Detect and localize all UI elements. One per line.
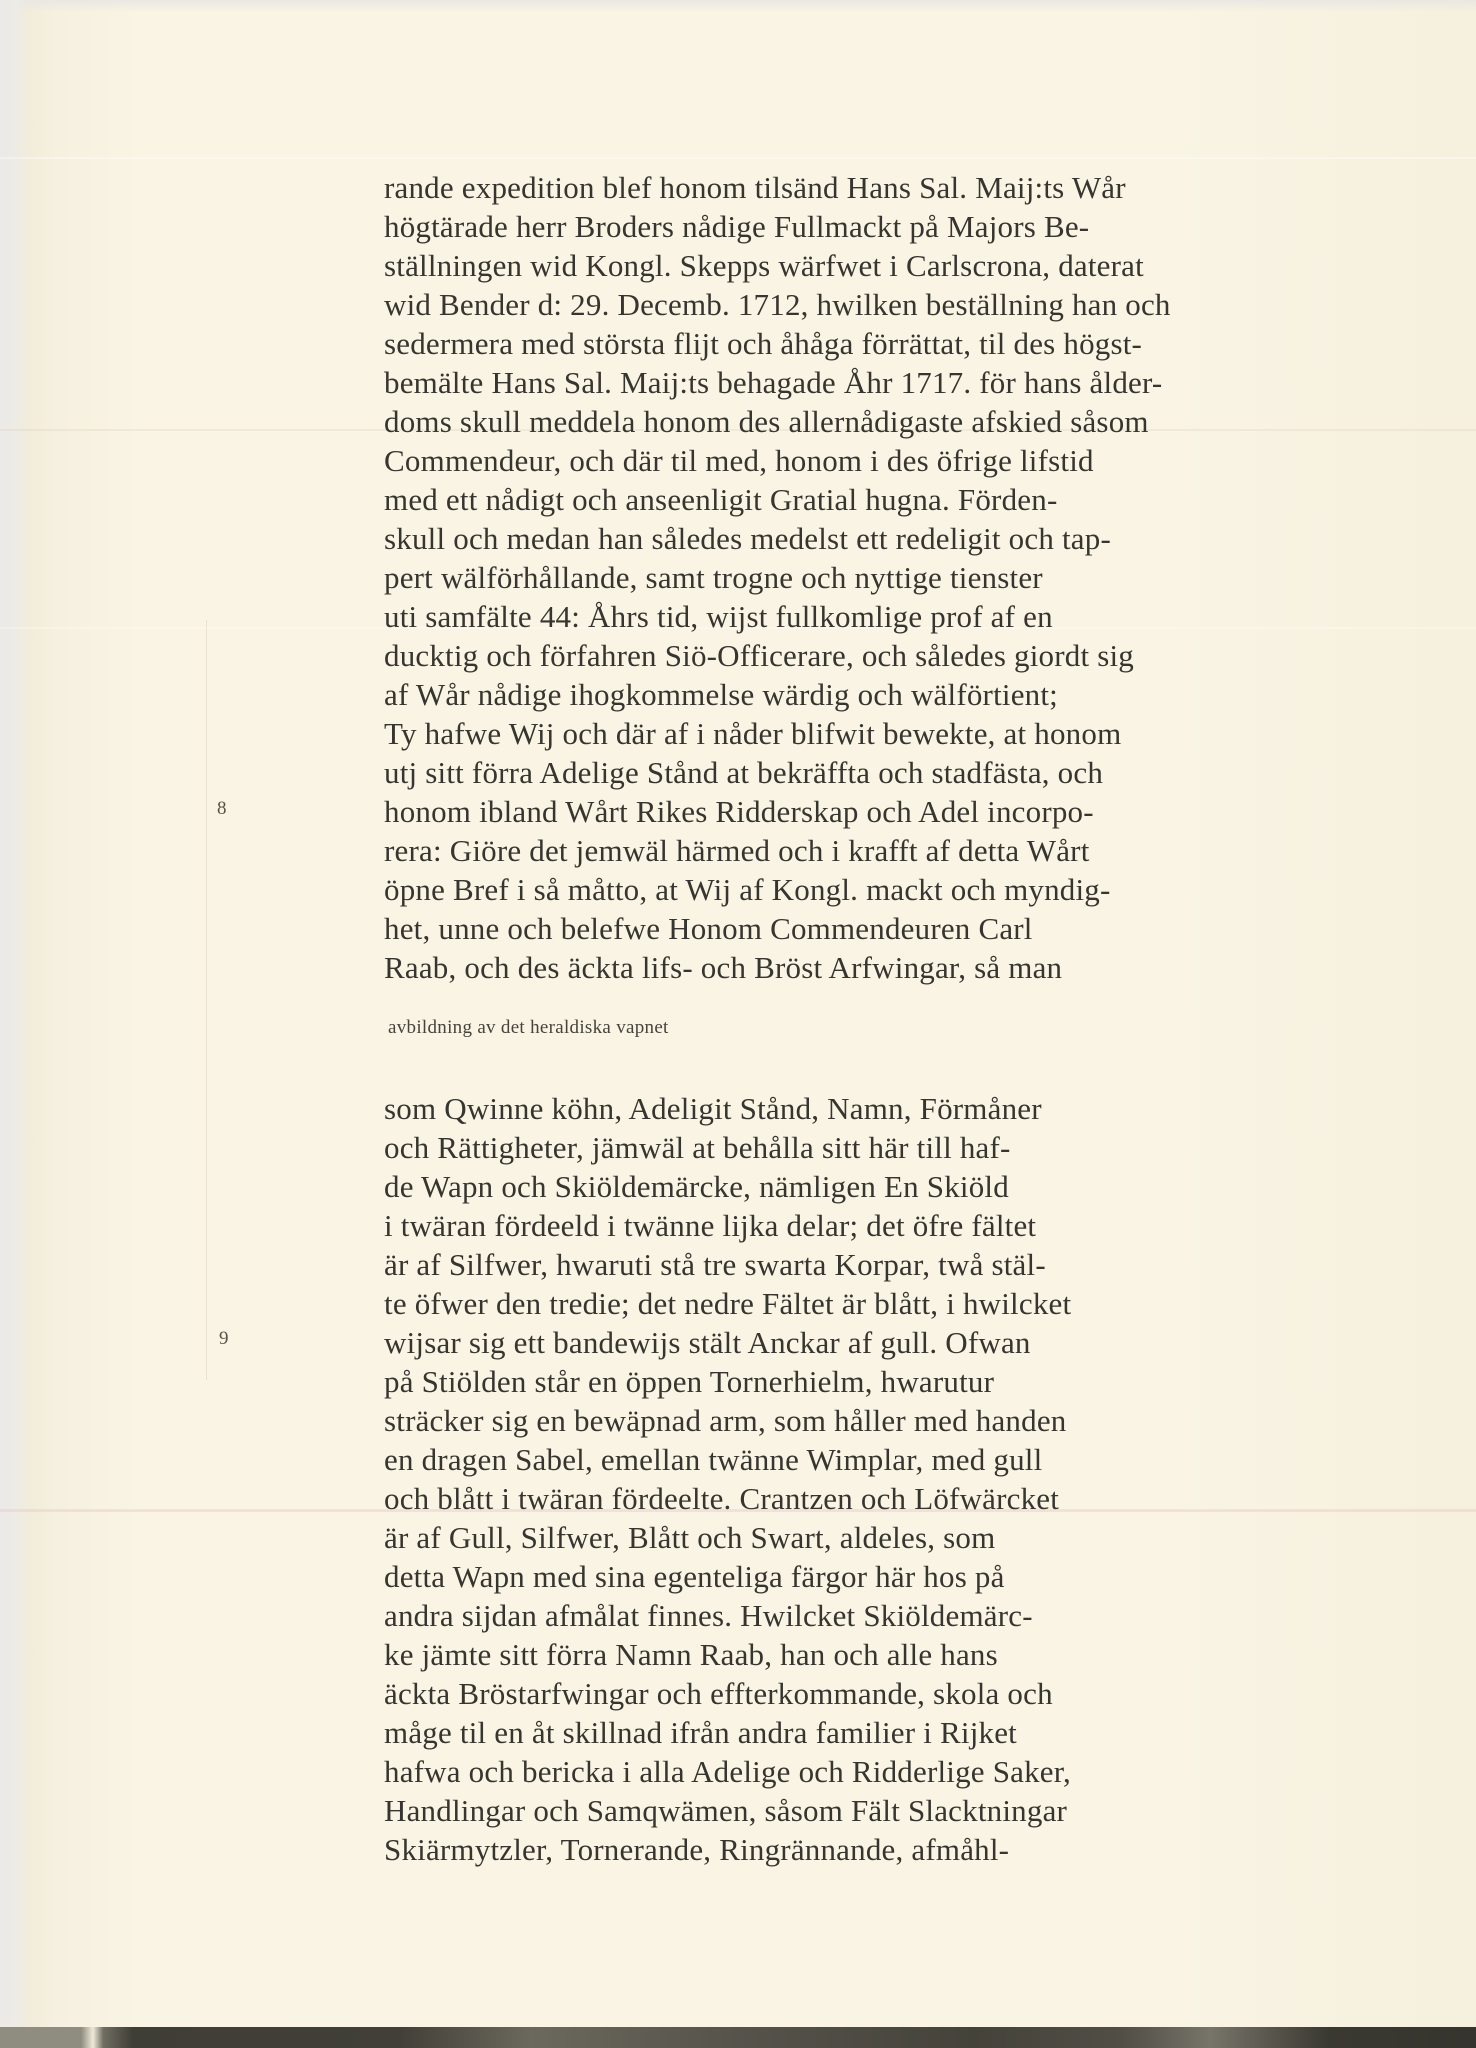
text-line: på Stiölden står en öppen Tornerhielm, hwarutur <box>384 1364 995 1399</box>
text-line: hafwa och bericka i alla Adelige och Ridderlige Saker, <box>384 1754 1071 1789</box>
text-line: och Rättigheter, jämwäl at behålla sitt här till haf- <box>384 1130 1011 1165</box>
text-line: Handlingar och Samqwämen, såsom Fält Slacktningar <box>384 1793 1068 1828</box>
text-line: öpne Bref i så måtto, at Wij af Kongl. mackt och myndig- <box>384 872 1111 907</box>
text-line: detta Wapn med sina egenteliga färgor här hos på <box>384 1559 1005 1594</box>
text-line: ställningen wid Kongl. Skepps wärfwet i Carlscrona, daterat <box>384 248 1144 283</box>
text-line: är af Gull, Silfwer, Blått och Swart, aldeles, som <box>384 1520 996 1555</box>
text-line: doms skull meddela honom des allernådigaste afskied såsom <box>384 404 1149 439</box>
text-line: Ty hafwe Wij och där af i nåder blifwit bewekte, at honom <box>384 716 1122 751</box>
text-line: Commendeur, och där til med, honom i des öfrige lifstid <box>384 443 1094 478</box>
text-line: wid Bender d: 29. Decemb. 1712, hwilken beställning han och <box>384 287 1171 322</box>
text-line: af Wår nådige ihogkommelse wärdig och wälförtient; <box>384 677 1058 712</box>
text-line: måge til en åt skillnad ifrån andra familier i Rijket <box>384 1715 1017 1750</box>
text-line: het, unne och belefwe Honom Commendeuren Carl <box>384 911 1033 946</box>
text-line: pert wälförhållande, samt trogne och nyttige tienster <box>384 560 1043 595</box>
text-line: i twäran fördeeld i twänne lijka delar; det öfre fältet <box>384 1208 1037 1243</box>
text-line: Raab, och des äckta lifs- och Bröst Arfwingar, så man <box>384 950 1063 985</box>
paper-crease <box>206 620 207 1380</box>
text-line: med ett nådigt och anseenligit Gratial hugna. Förden- <box>384 482 1058 517</box>
text-line: bemälte Hans Sal. Maij:ts behagade Åhr 1717. för hans ålder- <box>384 365 1163 400</box>
text-line: de Wapn och Skiöldemärcke, nämligen En Skiöld <box>384 1169 1009 1204</box>
text-line: äckta Bröstarfwingar och effterkommande, skola och <box>384 1676 1053 1711</box>
paragraph-2 <box>384 1089 1071 1869</box>
text-line: sedermera med största flijt och åhåga förrättat, til des högst- <box>384 326 1143 361</box>
marginal-number-9: 9 <box>219 1328 229 1349</box>
scan-band-artifact <box>0 157 1476 159</box>
text-line: Skiärmytzler, Tornerande, Ringrännande, afmåhl- <box>384 1832 1010 1867</box>
text-line: uti samfälte 44: Åhrs tid, wijst fullkomlige prof af en <box>384 599 1053 634</box>
text-line: ke jämte sitt förra Namn Raab, han och alle hans <box>384 1637 998 1672</box>
figure-caption: avbildning av det heraldiska vapnet <box>388 1017 669 1038</box>
text-line: högtärade herr Broders nådige Fullmackt på Majors Be- <box>384 209 1090 244</box>
text-line: wijsar sig ett bandewijs stält Anckar af gull. Ofwan <box>384 1325 1031 1360</box>
text-line: te öfwer den tredie; det nedre Fältet är blått, i hwilcket <box>384 1286 1072 1321</box>
text-line: ducktig och förfahren Siö-Officerare, och således giordt sig <box>384 638 1135 673</box>
marginal-number-8: 8 <box>217 798 227 819</box>
text-line: en dragen Sabel, emellan twänne Wimplar, med gull <box>384 1442 1043 1477</box>
paragraph-1 <box>384 168 1171 987</box>
text-line: sträcker sig en bewäpnad arm, som håller med handen <box>384 1403 1067 1438</box>
text-line: rera: Giöre det jemwäl härmed och i krafft af detta Wårt <box>384 833 1090 868</box>
text-line: och blått i twäran fördeelte. Crantzen och Löfwärcket <box>384 1481 1060 1516</box>
text-line: är af Silfwer, hwaruti stå tre swarta Korpar, twå stäl- <box>384 1247 1046 1282</box>
text-line: som Qwinne köhn, Adeligit Stånd, Namn, Förmåner <box>384 1091 1042 1126</box>
scan-bottom-edge <box>0 2027 1476 2048</box>
text-line: andra sijdan afmålat finnes. Hwilcket Skiöldemärc- <box>384 1598 1033 1633</box>
text-line: utj sitt förra Adelige Stånd at bekräffta och stadfästa, och <box>384 755 1104 790</box>
page-edge-top <box>0 0 1476 12</box>
text-line: skull och medan han således medelst ett redeligit och tap- <box>384 521 1111 556</box>
text-line: honom ibland Wårt Rikes Ridderskap och Adel incorpo- <box>384 794 1094 829</box>
text-line: rande expedition blef honom tilsänd Hans Sal. Maij:ts Wår <box>384 170 1126 205</box>
page-edge-left <box>0 0 30 2048</box>
